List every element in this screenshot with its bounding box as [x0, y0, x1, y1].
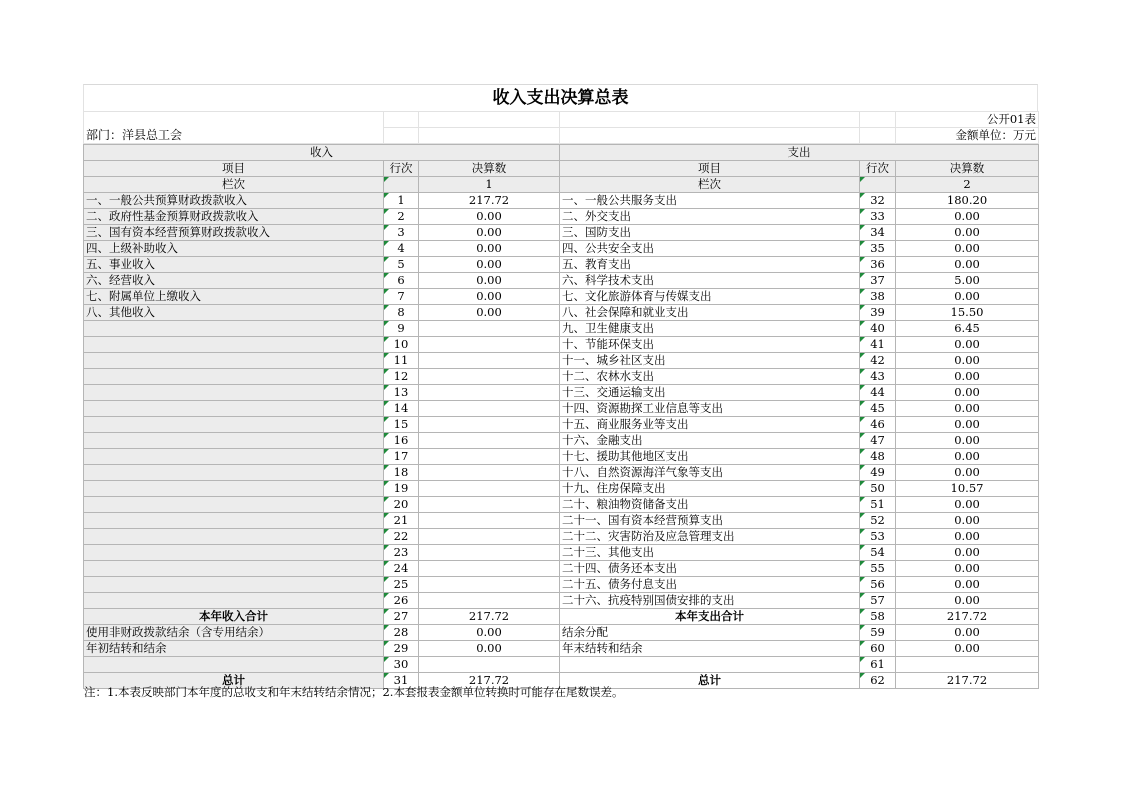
table-row: [84, 225, 1039, 241]
expense-item: 二十五、债务付息支出: [560, 577, 860, 593]
expense-amount: 0.00: [896, 513, 1039, 529]
income-row-number: 27: [384, 609, 419, 625]
expense-item: 十三、交通运输支出: [560, 385, 860, 401]
table-row: [84, 641, 1039, 657]
table-row: [84, 433, 1039, 449]
expense-amount: 217.72: [896, 609, 1039, 625]
expense-amount: 0.00: [896, 369, 1039, 385]
income-item: [84, 385, 384, 401]
expense-item: 十二、农林水支出: [560, 369, 860, 385]
expense-amount: 217.72: [896, 673, 1039, 689]
income-amount: 0.00: [419, 225, 560, 241]
expense-item: 九、卫生健康支出: [560, 321, 860, 337]
expense-item: 十七、援助其他地区支出: [560, 449, 860, 465]
table-row: [84, 497, 1039, 513]
income-amount: [419, 497, 560, 513]
income-row-number: 12: [384, 369, 419, 385]
expense-amount: 0.00: [896, 561, 1039, 577]
expense-row-number: 41: [860, 337, 896, 353]
income-item-header: 项目: [84, 161, 384, 177]
expense-amount: 0.00: [896, 545, 1039, 561]
table-row: [84, 337, 1039, 353]
expense-row-number: 49: [860, 465, 896, 481]
expense-amount: 5.00: [896, 273, 1039, 289]
expense-item: 总计: [560, 673, 860, 689]
table-row: [84, 369, 1039, 385]
expense-item: 二十一、国有资本经营预算支出: [560, 513, 860, 529]
income-amount: [419, 337, 560, 353]
income-item: [84, 481, 384, 497]
income-row-number: 10: [384, 337, 419, 353]
expense-item: 五、教育支出: [560, 257, 860, 273]
spreadsheet: [83, 84, 1038, 689]
income-amount: [419, 561, 560, 577]
expense-row-number: 44: [860, 385, 896, 401]
income-section-header: 收入: [84, 145, 560, 161]
expense-amount: 0.00: [896, 465, 1039, 481]
income-item: 七、附属单位上缴收入: [84, 289, 384, 305]
table-row: [84, 465, 1039, 481]
expense-item: 三、国防支出: [560, 225, 860, 241]
table-row: [84, 289, 1039, 305]
income-amount: 0.00: [419, 209, 560, 225]
expense-row-number: 52: [860, 513, 896, 529]
expense-item: 二十六、抗疫特别国债安排的支出: [560, 593, 860, 609]
income-item: 三、国有资本经营预算财政拨款收入: [84, 225, 384, 241]
expense-item: 六、科学技术支出: [560, 273, 860, 289]
expense-row-number: 59: [860, 625, 896, 641]
expense-row-number: 60: [860, 641, 896, 657]
income-item: [84, 577, 384, 593]
income-amount: 217.72: [419, 193, 560, 209]
expense-item-header: 项目: [560, 161, 860, 177]
income-item: [84, 353, 384, 369]
income-item: [84, 401, 384, 417]
expense-row-number: 46: [860, 417, 896, 433]
income-row-number: 18: [384, 465, 419, 481]
income-row-number: 26: [384, 593, 419, 609]
income-amount: 0.00: [419, 305, 560, 321]
income-item: [84, 561, 384, 577]
income-row-number: 28: [384, 625, 419, 641]
expense-amount: 15.50: [896, 305, 1039, 321]
income-amount: 217.72: [419, 609, 560, 625]
table-row: [84, 401, 1039, 417]
expense-column-label: 栏次: [560, 177, 860, 193]
income-amount: [419, 401, 560, 417]
expense-row-number: 48: [860, 449, 896, 465]
table-row: [84, 385, 1039, 401]
expense-item: 十九、住房保障支出: [560, 481, 860, 497]
expense-row-number: 42: [860, 353, 896, 369]
expense-amount: 0.00: [896, 401, 1039, 417]
expense-amount-header: 决算数: [896, 161, 1039, 177]
income-amount: [419, 449, 560, 465]
expense-item: 八、社会保障和就业支出: [560, 305, 860, 321]
expense-item: 七、文化旅游体育与传媒支出: [560, 289, 860, 305]
income-row-number: 7: [384, 289, 419, 305]
income-amount: [419, 353, 560, 369]
expense-item: 结余分配: [560, 625, 860, 641]
table-row: [84, 657, 1039, 673]
expense-amount: 0.00: [896, 625, 1039, 641]
income-row-number: 8: [384, 305, 419, 321]
expense-row-number: 35: [860, 241, 896, 257]
income-item: 一、一般公共预算财政拨款收入: [84, 193, 384, 209]
table-row: [84, 273, 1039, 289]
expense-item: 四、公共安全支出: [560, 241, 860, 257]
expense-row-number: 51: [860, 497, 896, 513]
report-title: 收入支出决算总表: [83, 84, 1038, 111]
income-item: [84, 497, 384, 513]
expense-amount: 0.00: [896, 337, 1039, 353]
income-amount: [419, 417, 560, 433]
table-row: [84, 305, 1039, 321]
expense-item: 二十四、债务还本支出: [560, 561, 860, 577]
table-row: [84, 545, 1039, 561]
income-row-number: 2: [384, 209, 419, 225]
income-item: [84, 433, 384, 449]
income-row-number: 23: [384, 545, 419, 561]
income-item: [84, 321, 384, 337]
expense-amount: 0.00: [896, 641, 1039, 657]
table-row: [84, 209, 1039, 225]
expense-amount: 0.00: [896, 497, 1039, 513]
income-row-number: 30: [384, 657, 419, 673]
income-item: 年初结转和结余: [84, 641, 384, 657]
expense-item: 十四、资源勘探工业信息等支出: [560, 401, 860, 417]
expense-amount: 0.00: [896, 353, 1039, 369]
income-amount: 0.00: [419, 641, 560, 657]
expense-amount: 0.00: [896, 577, 1039, 593]
income-row-number: 29: [384, 641, 419, 657]
expense-row-number: 53: [860, 529, 896, 545]
income-row-number: 15: [384, 417, 419, 433]
table-row: [84, 577, 1039, 593]
income-row-number: 31: [384, 673, 419, 689]
expense-amount: 0.00: [896, 593, 1039, 609]
income-amount-header: 决算数: [419, 161, 560, 177]
income-item: 五、事业收入: [84, 257, 384, 273]
expense-row-number: 33: [860, 209, 896, 225]
expense-amount: 0.00: [896, 385, 1039, 401]
income-item: [84, 449, 384, 465]
income-amount: [419, 577, 560, 593]
expense-item: 十、节能环保支出: [560, 337, 860, 353]
table-row: [84, 513, 1039, 529]
table-row: [84, 417, 1039, 433]
table-row: [84, 593, 1039, 609]
income-amount: [419, 321, 560, 337]
expense-row-number: 37: [860, 273, 896, 289]
income-amount: [419, 545, 560, 561]
expense-amount: 0.00: [896, 289, 1039, 305]
expense-row-number: 57: [860, 593, 896, 609]
footnote: 注：1.本表反映部门本年度的总收支和年末结转结余情况；2.本套报表金额单位转换时可能存在尾数误差。: [84, 685, 624, 699]
expense-row-number: 56: [860, 577, 896, 593]
expense-item: 年末结转和结余: [560, 641, 860, 657]
report-header: [83, 111, 1039, 144]
expense-amount: 0.00: [896, 241, 1039, 257]
income-amount: [419, 369, 560, 385]
expense-amount: 180.20: [896, 193, 1039, 209]
income-amount: 0.00: [419, 273, 560, 289]
income-amount: [419, 657, 560, 673]
expense-item: [560, 657, 860, 673]
expense-item: 本年支出合计: [560, 609, 860, 625]
expense-amount: 0.00: [896, 529, 1039, 545]
income-item: [84, 465, 384, 481]
form-code: 公开01表: [896, 112, 1039, 128]
expense-item: 二十二、灾害防治及应急管理支出: [560, 529, 860, 545]
expense-section-header: 支出: [560, 145, 1039, 161]
income-item: 总计: [84, 673, 384, 689]
table-row: [84, 353, 1039, 369]
income-row-number: 6: [384, 273, 419, 289]
income-item: [84, 593, 384, 609]
income-amount: 0.00: [419, 625, 560, 641]
income-rowno-header: 行次: [384, 161, 419, 177]
table-row: [84, 321, 1039, 337]
income-column-number: 1: [419, 177, 560, 193]
expense-amount: 0.00: [896, 225, 1039, 241]
expense-item: 十五、商业服务业等支出: [560, 417, 860, 433]
summary-table: [83, 144, 1039, 689]
income-row-number: 4: [384, 241, 419, 257]
expense-amount: 0.00: [896, 417, 1039, 433]
table-row: [84, 561, 1039, 577]
income-item: [84, 417, 384, 433]
income-row-number: 5: [384, 257, 419, 273]
department-label: 部门：洋县总工会: [84, 112, 384, 144]
table-row: [84, 625, 1039, 641]
expense-row-number: 38: [860, 289, 896, 305]
income-amount: [419, 465, 560, 481]
table-row: [84, 193, 1039, 209]
income-row-number: 11: [384, 353, 419, 369]
expense-row-number: 34: [860, 225, 896, 241]
income-column-label: 栏次: [84, 177, 384, 193]
income-item: [84, 513, 384, 529]
income-row-number: 17: [384, 449, 419, 465]
expense-item: 二十三、其他支出: [560, 545, 860, 561]
income-amount: [419, 529, 560, 545]
expense-amount: 0.00: [896, 433, 1039, 449]
expense-item: 十六、金融支出: [560, 433, 860, 449]
expense-row-number: 54: [860, 545, 896, 561]
income-amount: [419, 481, 560, 497]
income-amount: [419, 513, 560, 529]
expense-row-number: 55: [860, 561, 896, 577]
expense-row-number: 36: [860, 257, 896, 273]
expense-row-number: 39: [860, 305, 896, 321]
expense-item: 二、外交支出: [560, 209, 860, 225]
income-item: 八、其他收入: [84, 305, 384, 321]
expense-amount: 0.00: [896, 449, 1039, 465]
income-item: 本年收入合计: [84, 609, 384, 625]
expense-row-number: 32: [860, 193, 896, 209]
expense-row-number: 50: [860, 481, 896, 497]
income-amount: 0.00: [419, 289, 560, 305]
expense-item: 十八、自然资源海洋气象等支出: [560, 465, 860, 481]
income-amount: 0.00: [419, 241, 560, 257]
income-item: [84, 657, 384, 673]
income-item: 四、上级补助收入: [84, 241, 384, 257]
income-row-number: 3: [384, 225, 419, 241]
expense-item: 二十、粮油物资储备支出: [560, 497, 860, 513]
income-row-number: 25: [384, 577, 419, 593]
table-row: [84, 257, 1039, 273]
expense-row-number: 45: [860, 401, 896, 417]
expense-amount: 10.57: [896, 481, 1039, 497]
expense-item: 十一、城乡社区支出: [560, 353, 860, 369]
expense-amount: [896, 657, 1039, 673]
income-item: 使用非财政拨款结余（含专用结余）: [84, 625, 384, 641]
income-item: 六、经营收入: [84, 273, 384, 289]
income-item: 二、政府性基金预算财政拨款收入: [84, 209, 384, 225]
income-row-number: 1: [384, 193, 419, 209]
unit-label: 金额单位：万元: [896, 128, 1039, 144]
income-row-number: 20: [384, 497, 419, 513]
income-row-number: 9: [384, 321, 419, 337]
table-row: [84, 481, 1039, 497]
income-amount: 0.00: [419, 257, 560, 273]
expense-row-number: 47: [860, 433, 896, 449]
expense-row-number: 43: [860, 369, 896, 385]
income-row-number: 21: [384, 513, 419, 529]
expense-row-number: 61: [860, 657, 896, 673]
table-row: [84, 609, 1039, 625]
income-amount: [419, 433, 560, 449]
expense-column-number: 2: [896, 177, 1039, 193]
income-row-number: 14: [384, 401, 419, 417]
income-item: [84, 545, 384, 561]
expense-amount: 6.45: [896, 321, 1039, 337]
income-row-number: 22: [384, 529, 419, 545]
income-amount: [419, 385, 560, 401]
expense-amount: 0.00: [896, 209, 1039, 225]
expense-row-number: 62: [860, 673, 896, 689]
income-row-number: 13: [384, 385, 419, 401]
table-body: [84, 193, 1039, 689]
income-row-number: 16: [384, 433, 419, 449]
table-row: [84, 241, 1039, 257]
income-item: [84, 369, 384, 385]
income-item: [84, 529, 384, 545]
income-amount: [419, 593, 560, 609]
expense-row-number: 40: [860, 321, 896, 337]
expense-rowno-header: 行次: [860, 161, 896, 177]
income-item: [84, 337, 384, 353]
income-row-number: 24: [384, 561, 419, 577]
income-row-number: 19: [384, 481, 419, 497]
income-amount: 217.72: [419, 673, 560, 689]
expense-item: 一、一般公共服务支出: [560, 193, 860, 209]
table-row: [84, 449, 1039, 465]
expense-row-number: 58: [860, 609, 896, 625]
table-row: [84, 529, 1039, 545]
expense-amount: 0.00: [896, 257, 1039, 273]
